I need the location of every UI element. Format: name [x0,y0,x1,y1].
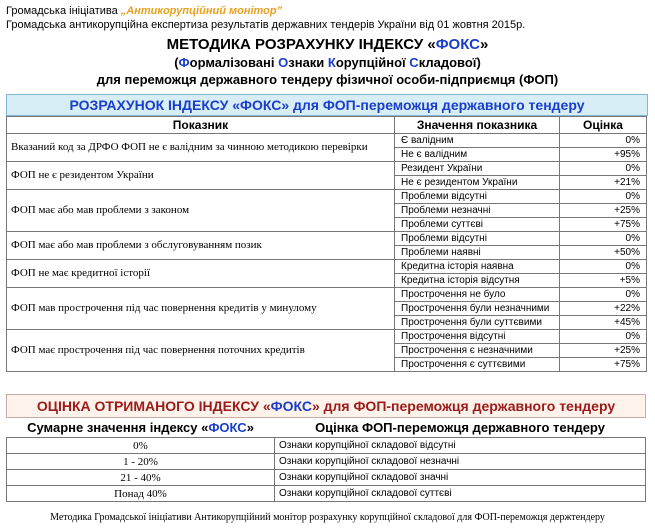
evaluation-row [7,454,646,470]
score-cell: +50% [560,246,647,260]
indicator-cell: ФОП має прострочення під час повернення поточних кредитів [7,330,395,372]
evaluation-body [7,438,646,502]
evaluation-header-row [7,418,646,438]
sum-range-cell: 1 - 20% [7,454,275,470]
value-cell: Проблеми відсутні [395,232,560,246]
evaluation-row [7,470,646,486]
sum-range-cell: 21 - 40% [7,470,275,486]
evaluation-cell: Ознаки корупційної складової суттєві [275,486,646,502]
value-cell: Кредитна історія наявна [395,260,560,274]
score-cell: 0% [560,134,647,148]
value-cell: Не є валідним [395,148,560,162]
score-cell: +45% [560,316,647,330]
section-calculation-heading: РОЗРАХУНОК ІНДЕКСУ «ФОКС» для ФОП-переможця державного тендеру [6,94,648,116]
table-header-row [7,117,647,134]
evaluation-cell: Ознаки корупційної складової значні [275,470,646,486]
value-cell: Є валідним [395,134,560,148]
score-cell: 0% [560,330,647,344]
header-line-2: Громадська антикорупційна експертиза результатів державних тендерів України від 01 жовтня 2015р. [6,19,526,31]
evaluation-table [6,418,646,502]
table-row [7,330,647,344]
column-header: Сумарне значення індексу «ФОКС» [7,418,275,438]
score-cell: +22% [560,302,647,316]
title-subtitle: для переможця державного тендеру фізичної особи-підприємця (ФОП) [96,72,559,87]
section-evaluation-heading: ОЦІНКА ОТРИМАНОГО ІНДЕКСУ «ФОКС» для ФОП-переможця державного тендеру [6,394,646,418]
score-cell: +75% [560,358,647,372]
value-cell: Проблеми суттєві [395,218,560,232]
value-cell: Прострочення були незначними [395,302,560,316]
score-cell: +21% [560,176,647,190]
column-header: Значення показника [395,117,560,134]
evaluation-cell: Ознаки корупційної складової незначні [275,454,646,470]
sum-range-cell: Понад 40% [7,486,275,502]
value-cell: Проблеми незначні [395,204,560,218]
indicators-table [6,116,647,372]
table-row [7,288,647,302]
value-cell: Прострочення не було [395,288,560,302]
page-header [6,4,525,32]
score-cell: 0% [560,190,647,204]
value-cell: Прострочення були суттєвими [395,316,560,330]
score-cell: 0% [560,232,647,246]
score-cell: +75% [560,218,647,232]
score-cell: 0% [560,288,647,302]
indicator-cell: ФОП не є резидентом України [7,162,395,190]
value-cell: Проблеми відсутні [395,190,560,204]
score-cell: 0% [560,260,647,274]
value-cell: Кредитна історія відсутня [395,274,560,288]
score-cell: 0% [560,162,647,176]
brand-name: Антикорупційний [126,5,226,17]
evaluation-cell: Ознаки корупційної складової відсутні [275,438,646,454]
indicators-body [7,134,647,372]
table-row [7,162,647,176]
title-acronym: (Формалізовані Ознаки Корупційної Складової) [174,55,481,70]
score-cell: +25% [560,344,647,358]
header-line-1: Громадська ініціатива „Антикорупційний монітор” [6,5,283,17]
value-cell: Прострочення є незначними [395,344,560,358]
score-cell: +5% [560,274,647,288]
value-cell: Не є резидентом України [395,176,560,190]
score-cell: +25% [560,204,647,218]
column-header: Показник [7,117,395,134]
value-cell: Проблеми наявні [395,246,560,260]
table-row [7,134,647,148]
indicator-cell: Вказаний код за ДРФО ФОП не є валідним за чинною методикою перевірки [7,134,395,162]
table-row [7,190,647,204]
evaluation-row [7,438,646,454]
indicator-cell: ФОП не має кредитної історії [7,260,395,288]
title-main: МЕТОДИКА РОЗРАХУНКУ ІНДЕКСУ «ФОКС» [166,36,489,53]
indicator-cell: ФОП має або мав проблеми з обслуговуванням позик [7,232,395,260]
footer-note: Методика Громадської ініціативи Антикорупційний монітор розрахунку корупційної складової для ФОП-переможця держтендеру [50,512,605,523]
indicator-cell: ФОП має або мав проблеми з законом [7,190,395,232]
value-cell: Прострочення відсутні [395,330,560,344]
value-cell: Прострочення є суттєвими [395,358,560,372]
indicator-cell: ФОП мав прострочення під час повернення кредитів у минулому [7,288,395,330]
column-header: Оцінка ФОП-переможця державного тендеру [275,418,646,438]
score-cell: +95% [560,148,647,162]
page-title [0,36,655,88]
evaluation-row [7,486,646,502]
value-cell: Резидент України [395,162,560,176]
table-row [7,232,647,246]
sum-range-cell: 0% [7,438,275,454]
table-row [7,260,647,274]
column-header: Оцінка [560,117,647,134]
